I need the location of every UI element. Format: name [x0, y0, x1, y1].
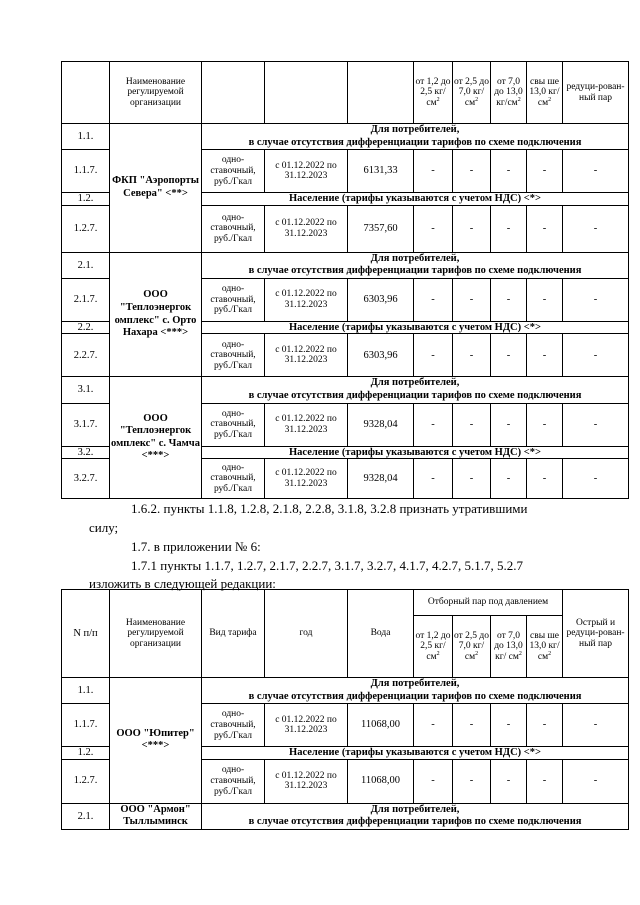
tariff-type: одно-ставочный, руб./Гкал [202, 759, 265, 803]
header-selected-steam: Отборный пар под давлением [414, 590, 563, 616]
cell-dash: - [527, 205, 563, 252]
tariff-table-2 [61, 589, 629, 830]
row-number: 2.1.7. [62, 278, 110, 321]
cell-dash: - [527, 704, 563, 747]
tariff-type: одно-ставочный, руб./Гкал [202, 459, 265, 499]
cell-dash: - [453, 150, 491, 193]
cell-dash: - [563, 759, 629, 803]
cell-dash: - [414, 278, 453, 321]
cell-dash: - [527, 278, 563, 321]
cell-dash: - [527, 403, 563, 446]
table-row [62, 377, 629, 403]
header-sharp-steam: Острый и редуци-рован-ный пар [563, 590, 629, 678]
header-row [62, 590, 629, 616]
cell-dash: - [453, 205, 491, 252]
population-header: Население (тарифы указываются с учетом НДС) <*> [202, 321, 629, 334]
row-number: 2.2. [62, 321, 110, 334]
header-pressure-1: от 1,2 до 2,5 $кг/см^2$ [414, 62, 453, 124]
cell-dash: - [414, 334, 453, 377]
header-reduced-steam: редуци-рован-ный пар [563, 62, 629, 124]
cell-dash: - [453, 278, 491, 321]
water-value: 11068,00 [348, 704, 414, 747]
cell-dash: - [491, 278, 527, 321]
cell-dash: - [453, 334, 491, 377]
cell-dash: - [453, 759, 491, 803]
cell-dash: - [563, 704, 629, 747]
consumers-header: Для потребителей, в случае отсутствия дифференциации тарифов по схеме подключения [202, 377, 629, 403]
consumers-header: Для потребителей, в случае отсутствия дифференциации тарифов по схеме подключения [202, 678, 629, 704]
population-header: Население (тарифы указываются с учетом НДС) <*> [202, 446, 629, 459]
consumers-header: Для потребителей, в случае отсутствия дифференциации тарифов по схеме подключения [202, 252, 629, 278]
header-year: год [265, 590, 348, 678]
header-org: Наименование регулируемой организации [110, 590, 202, 678]
tariff-type: одно-ставочный, руб./Гкал [202, 150, 265, 193]
header-year [265, 62, 348, 124]
row-number: 3.1. [62, 377, 110, 403]
row-number: 1.1.7. [62, 704, 110, 747]
water-value: 9328,04 [348, 403, 414, 446]
tariff-period: с 01.12.2022 по 31.12.2023 [265, 759, 348, 803]
cell-dash: - [414, 459, 453, 499]
cell-dash: - [491, 334, 527, 377]
cell-dash: - [414, 759, 453, 803]
cell-dash: - [453, 704, 491, 747]
population-header: Население (тарифы указываются с учетом НДС) <*> [202, 747, 629, 760]
cell-dash: - [491, 205, 527, 252]
row-number: 3.1.7. [62, 403, 110, 446]
water-value: 6303,96 [348, 278, 414, 321]
table-row [62, 252, 629, 278]
org-name: ООО "Армон" Тыллыминск [110, 803, 202, 829]
header-pressure-2: от 2,5 до 7,0 кг/ $см^2$ [453, 616, 491, 678]
row-number: 2.1. [62, 803, 110, 829]
consumers-header: Для потребителей, в случае отсутствия дифференциации тарифов по схеме подключения [202, 803, 629, 829]
header-row [62, 62, 629, 124]
cell-dash: - [527, 334, 563, 377]
cell-dash: - [491, 459, 527, 499]
header-num [62, 62, 110, 124]
header-type: Вид тарифа [202, 590, 265, 678]
water-value: 6303,96 [348, 334, 414, 377]
tariff-period: с 01.12.2022 по 31.12.2023 [265, 150, 348, 193]
row-number: 1.1.7. [62, 150, 110, 193]
paragraph-1-7: 1.7. в приложении № 6: [131, 539, 261, 554]
tariff-type: одно-ставочный, руб./Гкал [202, 205, 265, 252]
tariff-period: с 01.12.2022 по 31.12.2023 [265, 278, 348, 321]
tariff-type: одно-ставочный, руб./Гкал [202, 704, 265, 747]
org-name: ФКП "Аэропорты Севера" <**> [110, 124, 202, 253]
cell-dash: - [491, 704, 527, 747]
tariff-period: с 01.12.2022 по 31.12.2023 [265, 704, 348, 747]
population-header: Население (тарифы указываются с учетом НДС) <*> [202, 193, 629, 206]
cell-dash: - [414, 403, 453, 446]
row-number: 1.2.7. [62, 759, 110, 803]
row-number: 2.1. [62, 252, 110, 278]
row-number: 1.2. [62, 747, 110, 760]
cell-dash: - [491, 403, 527, 446]
cell-dash: - [491, 150, 527, 193]
cell-dash: - [491, 759, 527, 803]
paragraph-continuation: силу; [89, 520, 119, 535]
tariff-period: с 01.12.2022 по 31.12.2023 [265, 334, 348, 377]
cell-dash: - [453, 459, 491, 499]
cell-dash: - [453, 403, 491, 446]
water-value: 7357,60 [348, 205, 414, 252]
header-type [202, 62, 265, 124]
paragraph-1-6-2: 1.6.2. пункты 1.1.8, 1.2.8, 2.1.8, 2.2.8, 3.1.8, 3.2.8 признать утратившими [131, 501, 528, 516]
header-water: Вода [348, 590, 414, 678]
header-pressure-3: от 7,0 до 13,0 $кг/см^2$ [491, 62, 527, 124]
row-number: 2.2.7. [62, 334, 110, 377]
row-number: 1.2.7. [62, 205, 110, 252]
tariff-type: одно-ставочный, руб./Гкал [202, 278, 265, 321]
water-value: 6131,33 [348, 150, 414, 193]
cell-dash: - [563, 334, 629, 377]
table-row [62, 124, 629, 150]
water-value: 9328,04 [348, 459, 414, 499]
water-value: 11068,00 [348, 759, 414, 803]
tariff-period: с 01.12.2022 по 31.12.2023 [265, 205, 348, 252]
header-pressure-4: свы ше 13,0 $кг/см^2$ [527, 62, 563, 124]
row-number: 3.2. [62, 446, 110, 459]
cell-dash: - [563, 205, 629, 252]
org-name: ООО "Теплоэнергок омплекс" с. Орто Нахара <***> [110, 252, 202, 377]
cell-dash: - [527, 759, 563, 803]
table-row [62, 678, 629, 704]
tariff-period: с 01.12.2022 по 31.12.2023 [265, 459, 348, 499]
tariff-type: одно-ставочный, руб./Гкал [202, 403, 265, 446]
consumers-header: Для потребителей, в случае отсутствия дифференциации тарифов по схеме подключения [202, 124, 629, 150]
row-number: 3.2.7. [62, 459, 110, 499]
header-org: Наименование регулируемой организации [110, 62, 202, 124]
row-number: 1.2. [62, 193, 110, 206]
row-number: 1.1. [62, 678, 110, 704]
cell-dash: - [527, 150, 563, 193]
paragraph-continuation-2: изложить в следующей редакции: [89, 576, 276, 591]
header-num: N п/п [62, 590, 110, 678]
tariff-type: одно-ставочный, руб./Гкал [202, 334, 265, 377]
org-name: ООО "Юпитер" <***> [110, 678, 202, 804]
cell-dash: - [414, 704, 453, 747]
header-pressure-1: от 1,2 до 2,5 кг/ $см^2$ [414, 616, 453, 678]
cell-dash: - [527, 459, 563, 499]
header-pressure-3: от 7,0 до 13,0 кг/ $см^2$ [491, 616, 527, 678]
cell-dash: - [563, 403, 629, 446]
cell-dash: - [563, 459, 629, 499]
tariff-period: с 01.12.2022 по 31.12.2023 [265, 403, 348, 446]
header-pressure-2: от 2,5 до 7,0 $кг/см^2$ [453, 62, 491, 124]
tariff-table-1 [61, 61, 629, 499]
header-water [348, 62, 414, 124]
cell-dash: - [414, 150, 453, 193]
cell-dash: - [563, 150, 629, 193]
cell-dash: - [414, 205, 453, 252]
row-number: 1.1. [62, 124, 110, 150]
header-pressure-4: свы ше 13,0 кг/ $см^2$ [527, 616, 563, 678]
org-name: ООО "Теплоэнергок омплекс" с. Чамча <***> [110, 377, 202, 499]
paragraph-1-7-1: 1.7.1 пункты 1.1.7, 1.2.7, 2.1.7, 2.2.7, 3.1.7, 3.2.7, 4.1.7, 4.2.7, 5.1.7, 5.2.7 [131, 558, 523, 573]
table-row [62, 803, 629, 829]
cell-dash: - [563, 278, 629, 321]
